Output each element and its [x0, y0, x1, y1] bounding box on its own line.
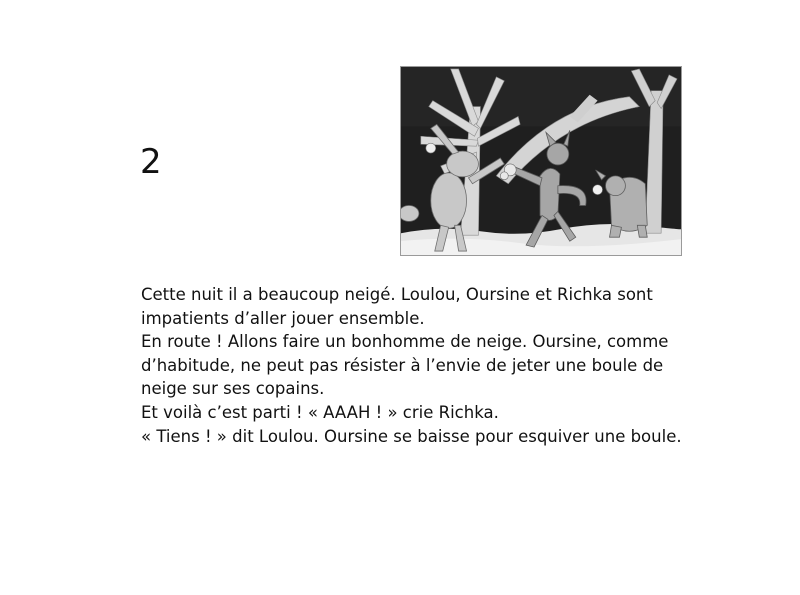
winter-drawing-image	[401, 67, 681, 255]
page-number: 2	[140, 142, 162, 182]
story-line: neige sur ses copains.	[141, 379, 325, 399]
story-line: Et voilà c’est parti ! « AAAH ! » crie Richka.	[141, 402, 499, 422]
story-text	[141, 283, 701, 448]
story-line: Cette nuit il a beaucoup neigé. Loulou, Oursine et Richka sont	[141, 285, 653, 304]
story-illustration	[400, 66, 682, 256]
story-line: d’habitude, ne peut pas résister à l’envie de jeter une boule de	[141, 355, 664, 375]
story-line: impatients d’aller jouer ensemble.	[141, 308, 425, 328]
story-line: En route ! Allons faire un bonhomme de neige. Oursine, comme	[141, 332, 669, 352]
story-line: « Tiens ! » dit Loulou. Oursine se baisse pour esquiver une boule.	[141, 426, 682, 446]
